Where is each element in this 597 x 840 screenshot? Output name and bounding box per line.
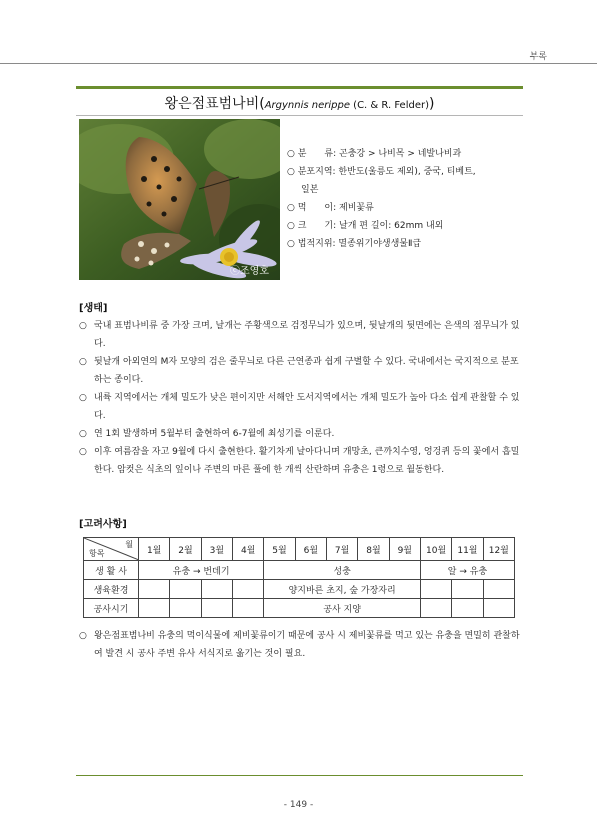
lifecycle-larva-pupa: 유충 → 번데기: [139, 561, 264, 580]
info-row-food: [287, 199, 527, 217]
species-title: [76, 93, 523, 113]
butterfly-illustration: [79, 119, 280, 280]
list-item: [79, 353, 527, 389]
bullet-mark: ○: [79, 631, 87, 641]
list-item: [79, 443, 527, 479]
photo-credit: ⓒ조영호: [230, 266, 269, 277]
table-row-construction: [84, 599, 515, 618]
butterfly-photo: [79, 119, 280, 280]
info-value: 한반도(울릉도 제외), 중국, 티베트,: [338, 167, 476, 177]
month-header: 10월: [420, 538, 451, 561]
info-value: 멸종위기야생생물Ⅱ급: [338, 239, 422, 249]
empty-cell: [420, 580, 451, 599]
info-value: 일본: [301, 185, 319, 195]
info-label: 분 류:: [297, 149, 337, 159]
info-value: 제비꽃류: [339, 203, 374, 213]
empty-cell: [170, 580, 201, 599]
considerations-note: [79, 627, 527, 663]
bullet-mark: ○: [287, 221, 295, 231]
table-row-lifecycle: [84, 561, 515, 580]
month-header: 4월: [232, 538, 263, 561]
ecology-list: [79, 317, 527, 479]
month-header: 2월: [170, 538, 201, 561]
corner-cell: [84, 538, 139, 561]
bullet-mark: ○: [79, 429, 87, 439]
appendix-label: 부록: [529, 52, 547, 62]
empty-cell: [139, 599, 170, 618]
table-header-row: [84, 538, 515, 561]
bullet-mark: ○: [287, 149, 295, 159]
title-rule: [76, 115, 523, 116]
title-authority: (C. & R. Felder): [349, 100, 429, 111]
info-row-class: [287, 145, 527, 163]
info-label: 분포지역:: [297, 167, 336, 177]
bullet-mark: ○: [79, 321, 87, 331]
empty-cell: [232, 599, 263, 618]
page-number: - 149 -: [283, 800, 314, 810]
month-header: 5월: [264, 538, 295, 561]
empty-cell: [201, 599, 232, 618]
info-label: 먹 이:: [297, 203, 337, 213]
month-header: 3월: [201, 538, 232, 561]
title-korean: 왕은점표범나비(: [164, 96, 265, 112]
bullet-mark: ○: [79, 393, 87, 403]
corner-label-item: 항목: [89, 549, 105, 558]
item-text: 연 1회 발생하며 5월부터 출현하여 6-7월에 최성기를 이룬다.: [94, 429, 335, 439]
info-value: 곤충강 > 나비목 > 네발나비과: [339, 149, 462, 159]
item-text: 국내 표범나비류 중 가장 크며, 날개는 주황색으로 검정무늬가 있으며, 뒷날개의 뒷면에는 은색의 점무늬가 있다.: [94, 321, 520, 349]
month-header: 8월: [358, 538, 389, 561]
species-info: [287, 145, 527, 253]
title-top-bar: [76, 86, 523, 89]
bullet-mark: ○: [287, 239, 295, 249]
list-item: [79, 425, 527, 443]
info-row-distribution: [287, 163, 527, 181]
month-header: 11월: [452, 538, 483, 561]
empty-cell: [420, 599, 451, 618]
month-header: 9월: [389, 538, 420, 561]
lifecycle-egg-larva: 알 → 유충: [420, 561, 514, 580]
item-text: 왕은점표범나비 유충의 먹이식물에 제비꽃류이기 때문에 공사 시 제비꽃류를 먹고 있는 유충을 면밀히 관찰하여 발견 시 공사 주변 유사 서식지로 옮기는 것이 필요.: [94, 631, 520, 659]
footer-rule: [76, 775, 523, 776]
item-text: 내륙 지역에서는 개체 밀도가 낮은 편이지만 서해안 도서지역에서는 개체 밀도가 높아 다소 쉽게 관찰할 수 있다.: [94, 393, 520, 421]
info-value: 날개 편 길이: 62mm 내외: [339, 221, 444, 231]
empty-cell: [170, 599, 201, 618]
empty-cell: [452, 599, 483, 618]
habitat-value: 양지바른 초지, 숲 가장자리: [264, 580, 421, 599]
info-row-legal-status: [287, 235, 527, 253]
empty-cell: [483, 599, 514, 618]
empty-cell: [139, 580, 170, 599]
row-label: 생 활 사: [84, 561, 139, 580]
info-row-distribution-cont: [287, 181, 527, 199]
bullet-mark: ○: [79, 357, 87, 367]
empty-cell: [452, 580, 483, 599]
list-item: [79, 627, 527, 663]
month-header: 1월: [139, 538, 170, 561]
ecology-heading: [생태]: [79, 303, 108, 314]
empty-cell: [232, 580, 263, 599]
lifecycle-adult: 성충: [264, 561, 421, 580]
info-label: 법적지위:: [297, 239, 336, 249]
corner-label-month: 월: [125, 540, 133, 549]
info-row-size: [287, 217, 527, 235]
bullet-mark: ○: [287, 203, 295, 213]
considerations-heading: [고려사항]: [79, 519, 127, 530]
list-item: [79, 389, 527, 425]
row-label: 생육환경: [84, 580, 139, 599]
row-label: 공사시기: [84, 599, 139, 618]
empty-cell: [201, 580, 232, 599]
title-close-paren: ): [428, 96, 435, 112]
construction-value: 공사 지양: [264, 599, 421, 618]
title-scientific-name: Argynnis nerippe: [264, 100, 350, 111]
empty-cell: [483, 580, 514, 599]
list-item: [79, 317, 527, 353]
item-text: 뒷날개 아외연의 M자 모양의 검은 줄무늬로 다른 근연종과 쉽게 구별할 수 있다. 국내에서는 국지적으로 분포하는 종이다.: [94, 357, 519, 385]
consideration-table: [83, 537, 515, 618]
bullet-mark: ○: [287, 167, 295, 177]
bullet-mark: ○: [79, 447, 87, 457]
month-header: 6월: [295, 538, 326, 561]
month-header: 7월: [326, 538, 357, 561]
month-header: 12월: [483, 538, 514, 561]
item-text: 이후 여름잠을 자고 9월에 다시 출현한다. 활기차게 날아다니며 개망초, 큰까치수영, 엉겅퀴 등의 꽃에서 흡밀한다. 암컷은 식초의 잎이나 주변의 마른 풀에 한 개씩 산란하며 유충은 1령으로 월동한다.: [94, 447, 520, 475]
header-rule: [0, 63, 597, 64]
info-label: 크 기:: [297, 221, 337, 231]
table-row-habitat: [84, 580, 515, 599]
